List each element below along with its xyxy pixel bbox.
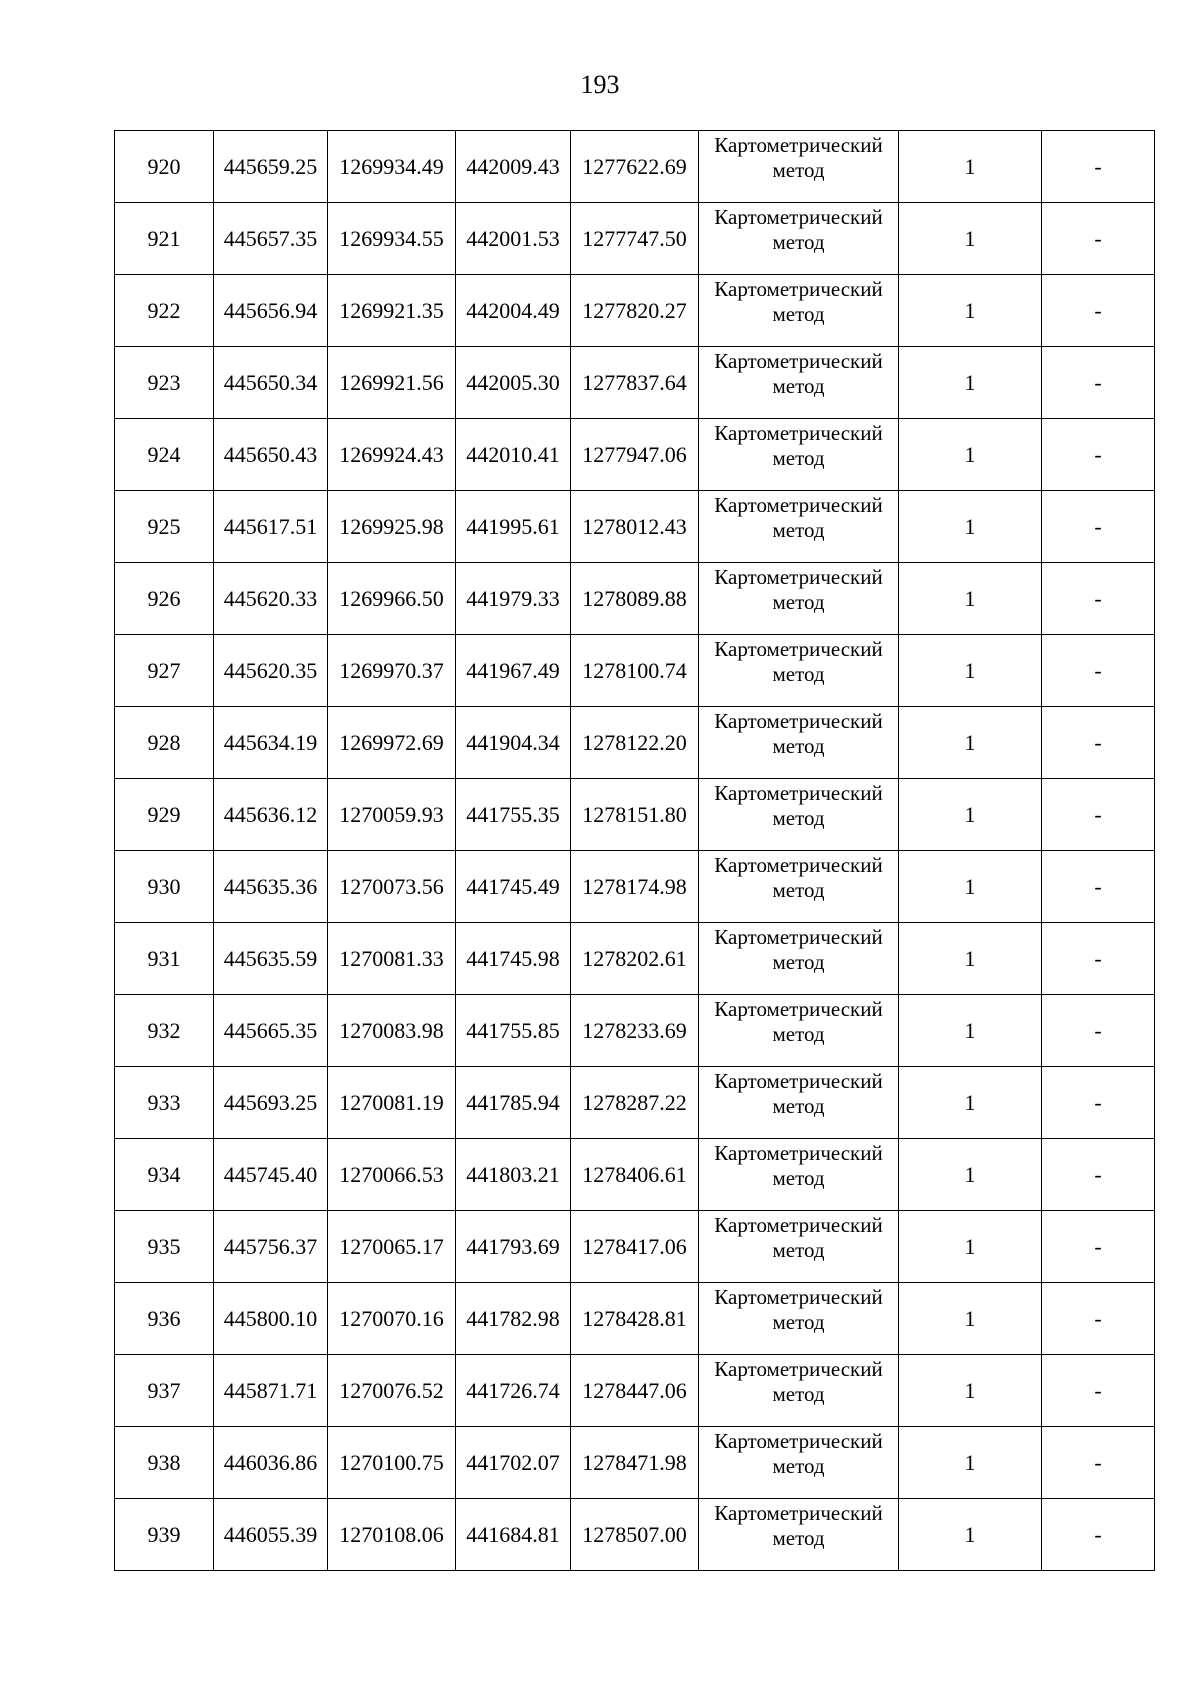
method-line-2: метод (772, 1022, 825, 1046)
y-old-cell: 1269934.49 (328, 131, 456, 203)
note-cell: - (1042, 1499, 1155, 1571)
y-old-cell: 1270081.33 (328, 923, 456, 995)
note-cell: - (1042, 1427, 1155, 1499)
table-row (115, 1139, 1155, 1211)
x-new-cell: 441904.34 (456, 707, 571, 779)
x-new-cell: 441755.85 (456, 995, 571, 1067)
x-old-cell: 445620.33 (214, 563, 328, 635)
accuracy-cell: 1 (899, 707, 1042, 779)
note-cell: - (1042, 635, 1155, 707)
method-cell (699, 1283, 899, 1355)
method-cell (699, 1211, 899, 1283)
accuracy-cell: 1 (899, 563, 1042, 635)
x-new-cell: 442009.43 (456, 131, 571, 203)
method-line-2: метод (772, 734, 825, 758)
y-old-cell: 1270059.93 (328, 779, 456, 851)
y-old-cell: 1270065.17 (328, 1211, 456, 1283)
y-new-cell: 1278089.88 (571, 563, 699, 635)
note-cell: - (1042, 347, 1155, 419)
point-number-cell: 930 (115, 851, 214, 923)
x-new-cell: 442005.30 (456, 347, 571, 419)
method-cell (699, 1067, 899, 1139)
method-line-2: метод (772, 1166, 825, 1190)
note-cell: - (1042, 923, 1155, 995)
x-old-cell: 445693.25 (214, 1067, 328, 1139)
x-old-cell: 445617.51 (214, 491, 328, 563)
point-number-cell: 929 (115, 779, 214, 851)
method-cell (699, 1139, 899, 1211)
method-line-2: метод (772, 1238, 825, 1262)
x-old-cell: 445650.43 (214, 419, 328, 491)
note-cell: - (1042, 707, 1155, 779)
y-new-cell: 1277747.50 (571, 203, 699, 275)
method-line-2: метод (772, 1454, 825, 1478)
x-old-cell: 445635.36 (214, 851, 328, 923)
y-new-cell: 1278287.22 (571, 1067, 699, 1139)
method-line-1: Картометрический (714, 997, 883, 1021)
accuracy-cell: 1 (899, 1067, 1042, 1139)
y-new-cell: 1277622.69 (571, 131, 699, 203)
method-line-1: Картометрический (714, 205, 883, 229)
method-line-2: метод (772, 1382, 825, 1406)
x-old-cell: 445620.35 (214, 635, 328, 707)
method-line-2: метод (772, 1310, 825, 1334)
method-cell (699, 851, 899, 923)
point-number-cell: 920 (115, 131, 214, 203)
y-old-cell: 1270100.75 (328, 1427, 456, 1499)
method-line-1: Картометрический (714, 1141, 883, 1165)
method-line-1: Картометрический (714, 493, 883, 517)
point-number-cell: 937 (115, 1355, 214, 1427)
point-number-cell: 926 (115, 563, 214, 635)
note-cell: - (1042, 851, 1155, 923)
y-new-cell: 1278012.43 (571, 491, 699, 563)
table-row (115, 1211, 1155, 1283)
method-cell (699, 923, 899, 995)
method-line-2: метод (772, 518, 825, 542)
x-new-cell: 441967.49 (456, 635, 571, 707)
accuracy-cell: 1 (899, 1355, 1042, 1427)
y-new-cell: 1278202.61 (571, 923, 699, 995)
method-line-2: метод (772, 806, 825, 830)
method-line-1: Картометрический (714, 1357, 883, 1381)
method-line-1: Картометрический (714, 565, 883, 589)
note-cell: - (1042, 203, 1155, 275)
table-row (115, 1427, 1155, 1499)
method-line-1: Картометрический (714, 637, 883, 661)
y-old-cell: 1269972.69 (328, 707, 456, 779)
method-cell (699, 635, 899, 707)
coordinates-table (114, 130, 1155, 1571)
x-old-cell: 445659.25 (214, 131, 328, 203)
table-row (115, 995, 1155, 1067)
note-cell: - (1042, 995, 1155, 1067)
x-new-cell: 441755.35 (456, 779, 571, 851)
x-old-cell: 446055.39 (214, 1499, 328, 1571)
x-old-cell: 445657.35 (214, 203, 328, 275)
x-old-cell: 445635.59 (214, 923, 328, 995)
x-old-cell: 445665.35 (214, 995, 328, 1067)
y-new-cell: 1278233.69 (571, 995, 699, 1067)
point-number-cell: 932 (115, 995, 214, 1067)
method-cell (699, 419, 899, 491)
y-old-cell: 1269921.35 (328, 275, 456, 347)
accuracy-cell: 1 (899, 851, 1042, 923)
y-old-cell: 1270073.56 (328, 851, 456, 923)
method-line-2: метод (772, 158, 825, 182)
table-row (115, 1067, 1155, 1139)
x-new-cell: 441702.07 (456, 1427, 571, 1499)
note-cell: - (1042, 1283, 1155, 1355)
y-old-cell: 1270108.06 (328, 1499, 456, 1571)
y-new-cell: 1277947.06 (571, 419, 699, 491)
point-number-cell: 939 (115, 1499, 214, 1571)
method-cell (699, 1499, 899, 1571)
table-row (115, 347, 1155, 419)
y-new-cell: 1278507.00 (571, 1499, 699, 1571)
method-line-1: Картометрический (714, 1285, 883, 1309)
accuracy-cell: 1 (899, 1499, 1042, 1571)
note-cell: - (1042, 1211, 1155, 1283)
accuracy-cell: 1 (899, 275, 1042, 347)
x-old-cell: 445650.34 (214, 347, 328, 419)
accuracy-cell: 1 (899, 1283, 1042, 1355)
x-new-cell: 441745.98 (456, 923, 571, 995)
point-number-cell: 935 (115, 1211, 214, 1283)
x-new-cell: 442010.41 (456, 419, 571, 491)
x-old-cell: 445636.12 (214, 779, 328, 851)
method-cell (699, 347, 899, 419)
y-new-cell: 1278447.06 (571, 1355, 699, 1427)
y-new-cell: 1278174.98 (571, 851, 699, 923)
method-cell (699, 131, 899, 203)
x-new-cell: 441995.61 (456, 491, 571, 563)
y-new-cell: 1277837.64 (571, 347, 699, 419)
point-number-cell: 928 (115, 707, 214, 779)
table-row (115, 707, 1155, 779)
x-new-cell: 441979.33 (456, 563, 571, 635)
y-old-cell: 1270070.16 (328, 1283, 456, 1355)
y-old-cell: 1269925.98 (328, 491, 456, 563)
x-old-cell: 445634.19 (214, 707, 328, 779)
x-new-cell: 441684.81 (456, 1499, 571, 1571)
y-old-cell: 1269934.55 (328, 203, 456, 275)
y-old-cell: 1269966.50 (328, 563, 456, 635)
x-new-cell: 442004.49 (456, 275, 571, 347)
method-line-2: метод (772, 590, 825, 614)
x-new-cell: 441793.69 (456, 1211, 571, 1283)
x-new-cell: 441803.21 (456, 1139, 571, 1211)
point-number-cell: 925 (115, 491, 214, 563)
method-cell (699, 203, 899, 275)
y-old-cell: 1269921.56 (328, 347, 456, 419)
x-old-cell: 445800.10 (214, 1283, 328, 1355)
table-row (115, 779, 1155, 851)
method-line-1: Картометрический (714, 1429, 883, 1453)
method-line-1: Картометрический (714, 277, 883, 301)
y-new-cell: 1278122.20 (571, 707, 699, 779)
method-line-2: метод (772, 1526, 825, 1550)
table-row (115, 131, 1155, 203)
y-new-cell: 1278417.06 (571, 1211, 699, 1283)
table-row (115, 1355, 1155, 1427)
point-number-cell: 934 (115, 1139, 214, 1211)
x-new-cell: 441782.98 (456, 1283, 571, 1355)
y-new-cell: 1278428.81 (571, 1283, 699, 1355)
y-old-cell: 1270066.53 (328, 1139, 456, 1211)
y-new-cell: 1278100.74 (571, 635, 699, 707)
method-line-2: метод (772, 446, 825, 470)
method-line-1: Картометрический (714, 133, 883, 157)
table-row (115, 1283, 1155, 1355)
y-old-cell: 1270083.98 (328, 995, 456, 1067)
table-row (115, 491, 1155, 563)
method-line-2: метод (772, 302, 825, 326)
method-line-2: метод (772, 230, 825, 254)
x-old-cell: 446036.86 (214, 1427, 328, 1499)
accuracy-cell: 1 (899, 635, 1042, 707)
point-number-cell: 923 (115, 347, 214, 419)
method-line-1: Картометрический (714, 853, 883, 877)
x-old-cell: 445871.71 (214, 1355, 328, 1427)
y-old-cell: 1270076.52 (328, 1355, 456, 1427)
x-old-cell: 445745.40 (214, 1139, 328, 1211)
point-number-cell: 933 (115, 1067, 214, 1139)
table-row (115, 635, 1155, 707)
accuracy-cell: 1 (899, 779, 1042, 851)
y-new-cell: 1278406.61 (571, 1139, 699, 1211)
page-number: 193 (580, 70, 620, 99)
y-new-cell: 1277820.27 (571, 275, 699, 347)
accuracy-cell: 1 (899, 491, 1042, 563)
table-row (115, 275, 1155, 347)
table-row (115, 923, 1155, 995)
accuracy-cell: 1 (899, 419, 1042, 491)
point-number-cell: 921 (115, 203, 214, 275)
accuracy-cell: 1 (899, 203, 1042, 275)
table-row (115, 851, 1155, 923)
x-new-cell: 441745.49 (456, 851, 571, 923)
point-number-cell: 924 (115, 419, 214, 491)
x-old-cell: 445656.94 (214, 275, 328, 347)
note-cell: - (1042, 419, 1155, 491)
accuracy-cell: 1 (899, 1139, 1042, 1211)
accuracy-cell: 1 (899, 995, 1042, 1067)
point-number-cell: 927 (115, 635, 214, 707)
x-new-cell: 441726.74 (456, 1355, 571, 1427)
method-line-1: Картометрический (714, 781, 883, 805)
note-cell: - (1042, 275, 1155, 347)
note-cell: - (1042, 1139, 1155, 1211)
method-line-1: Картометрический (714, 421, 883, 445)
method-line-2: метод (772, 662, 825, 686)
method-line-1: Картометрический (714, 1213, 883, 1237)
y-old-cell: 1270081.19 (328, 1067, 456, 1139)
note-cell: - (1042, 131, 1155, 203)
method-line-2: метод (772, 374, 825, 398)
method-line-2: метод (772, 878, 825, 902)
accuracy-cell: 1 (899, 347, 1042, 419)
method-line-1: Картометрический (714, 1501, 883, 1525)
y-old-cell: 1269924.43 (328, 419, 456, 491)
table-row (115, 419, 1155, 491)
table-row (115, 203, 1155, 275)
x-new-cell: 442001.53 (456, 203, 571, 275)
method-cell (699, 1427, 899, 1499)
x-new-cell: 441785.94 (456, 1067, 571, 1139)
method-line-1: Картометрический (714, 925, 883, 949)
point-number-cell: 938 (115, 1427, 214, 1499)
method-line-2: метод (772, 1094, 825, 1118)
accuracy-cell: 1 (899, 1211, 1042, 1283)
table-row (115, 1499, 1155, 1571)
accuracy-cell: 1 (899, 1427, 1042, 1499)
method-cell (699, 995, 899, 1067)
table-body (115, 131, 1155, 1571)
y-new-cell: 1278471.98 (571, 1427, 699, 1499)
point-number-cell: 922 (115, 275, 214, 347)
accuracy-cell: 1 (899, 923, 1042, 995)
accuracy-cell: 1 (899, 131, 1042, 203)
table-row (115, 563, 1155, 635)
method-line-1: Картометрический (714, 349, 883, 373)
method-cell (699, 779, 899, 851)
method-cell (699, 1355, 899, 1427)
method-line-1: Картометрический (714, 1069, 883, 1093)
note-cell: - (1042, 1067, 1155, 1139)
note-cell: - (1042, 779, 1155, 851)
note-cell: - (1042, 563, 1155, 635)
method-cell (699, 707, 899, 779)
note-cell: - (1042, 1355, 1155, 1427)
method-cell (699, 491, 899, 563)
method-cell (699, 563, 899, 635)
method-cell (699, 275, 899, 347)
point-number-cell: 936 (115, 1283, 214, 1355)
x-old-cell: 445756.37 (214, 1211, 328, 1283)
y-old-cell: 1269970.37 (328, 635, 456, 707)
note-cell: - (1042, 491, 1155, 563)
method-line-2: метод (772, 950, 825, 974)
point-number-cell: 931 (115, 923, 214, 995)
y-new-cell: 1278151.80 (571, 779, 699, 851)
method-line-1: Картометрический (714, 709, 883, 733)
